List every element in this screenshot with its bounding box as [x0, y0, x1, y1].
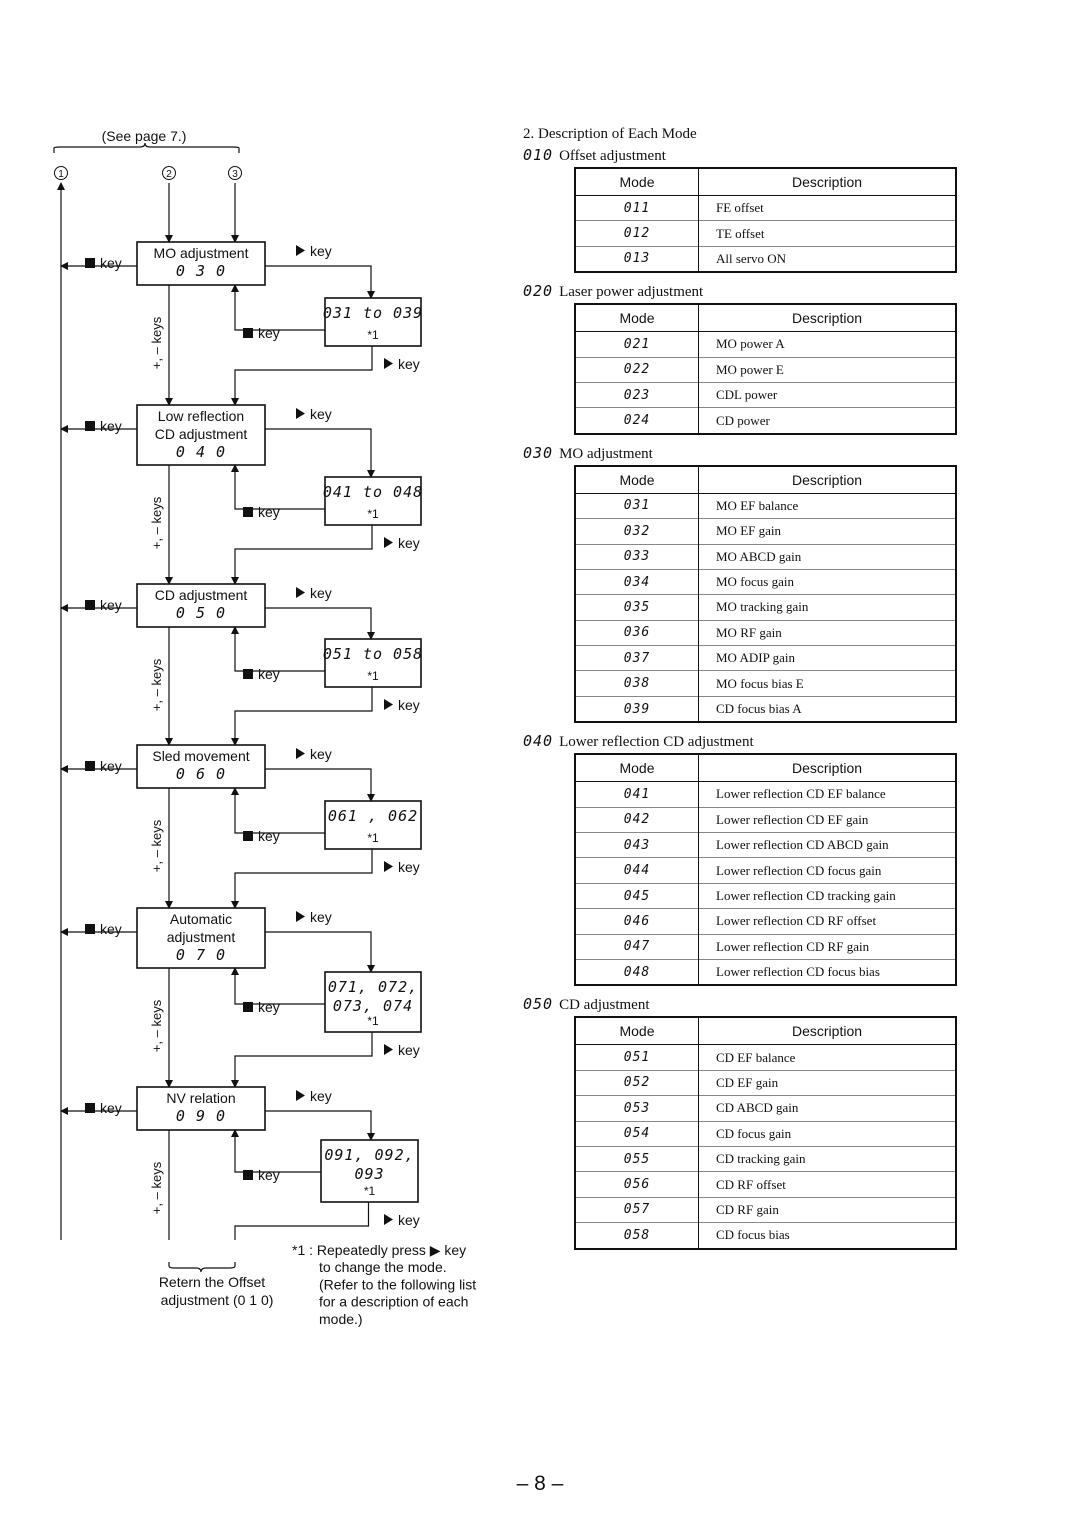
mode-box-title: adjustment	[166, 929, 236, 945]
mode-box-code: 0 9 0	[175, 1107, 227, 1125]
mode-code: 052	[575, 1070, 699, 1095]
mode-code: 046	[575, 909, 699, 934]
column-header-description: Description	[699, 466, 957, 494]
footnote-text: *1 : Repeatedly press ▶ key	[292, 1242, 467, 1258]
stop-key-label: key	[258, 828, 280, 844]
play-triangle-icon	[384, 1214, 393, 1225]
play-triangle-icon	[384, 699, 393, 710]
stop-key-arrow	[235, 1130, 321, 1172]
table-row	[575, 1121, 956, 1146]
mode-box-title: Low reflection	[157, 408, 245, 424]
mode-code: 053	[575, 1096, 699, 1121]
mode-box-title: MO adjustment	[153, 245, 249, 261]
mode-code: 051	[575, 1045, 699, 1070]
section-code: 010	[523, 146, 554, 164]
table-row	[575, 858, 956, 883]
stop-square-icon	[85, 600, 95, 610]
table-header-row	[575, 754, 956, 782]
mode-description: CD RF gain	[699, 1197, 957, 1222]
see-page-brace	[54, 143, 239, 153]
stop-key-label: key	[258, 999, 280, 1015]
stop-key-label: key	[100, 255, 122, 271]
section-title	[523, 994, 963, 1015]
table-row	[575, 544, 956, 569]
mode-description: CD RF offset	[699, 1172, 957, 1197]
footnote-text: to change the mode.	[319, 1259, 447, 1276]
stop-square-icon	[85, 421, 95, 431]
column-header-description: Description	[699, 168, 957, 196]
table-row	[575, 696, 956, 722]
table-row	[575, 196, 956, 221]
return-label: adjustment (0 1 0)	[160, 1292, 274, 1308]
stop-square-icon	[243, 1002, 253, 1012]
footnote-text: (Refer to the following list	[319, 1276, 477, 1293]
section-code: 020	[523, 282, 554, 301]
plusminus-keys-label: +, – keys	[149, 1161, 164, 1215]
section-list	[523, 145, 963, 1250]
mode-description: Lower reflection CD focus bias	[699, 959, 957, 985]
mode-code: 031	[575, 493, 699, 518]
table-row	[575, 493, 956, 518]
mode-code: 047	[575, 934, 699, 959]
play-key-label: key	[398, 697, 420, 713]
stop-key-label: key	[100, 921, 122, 937]
play-key-label: key	[310, 585, 332, 601]
mode-code: 012	[575, 221, 699, 246]
plusminus-keys-label: +, – keys	[149, 316, 164, 370]
stop-key-label: key	[100, 1100, 122, 1116]
mode-code: 056	[575, 1172, 699, 1197]
stop-square-icon	[85, 258, 95, 268]
column-header-description: Description	[699, 304, 957, 332]
mode-description: All servo ON	[699, 246, 957, 272]
plusminus-keys-label: +, – keys	[149, 658, 164, 712]
stop-key-label: key	[100, 758, 122, 774]
column-header-mode: Mode	[575, 754, 699, 782]
table-row	[575, 1070, 956, 1095]
mode-code: 033	[575, 544, 699, 569]
play-triangle-icon	[384, 537, 393, 548]
section-name: Lower reflection CD adjustment	[559, 734, 754, 751]
table-row	[575, 519, 956, 544]
footnote-mark: *1	[367, 831, 379, 845]
mode-code: 013	[575, 246, 699, 272]
flowchart	[0, 0, 520, 1360]
play-key-arrow	[235, 849, 372, 908]
footnote-mark: *1	[367, 669, 379, 683]
play-key-label: key	[310, 406, 332, 422]
mode-description: Lower reflection CD RF gain	[699, 934, 957, 959]
table-row	[575, 883, 956, 908]
play-triangle-icon	[296, 245, 305, 256]
mode-box-code: 0 5 0	[175, 604, 227, 622]
mode-table	[574, 753, 957, 986]
stop-key-label: key	[258, 504, 280, 520]
stop-key-label: key	[258, 325, 280, 341]
stop-square-icon	[85, 761, 95, 771]
mode-description: Lower reflection CD focus gain	[699, 858, 957, 883]
play-key-arrow	[265, 429, 371, 477]
mode-code: 024	[575, 408, 699, 434]
mode-box-code: 0 7 0	[175, 946, 227, 964]
table-row	[575, 1172, 956, 1197]
section-title	[523, 145, 963, 166]
plusminus-keys-label: +, – keys	[149, 819, 164, 873]
play-triangle-icon	[296, 911, 305, 922]
mode-table	[574, 303, 957, 435]
table-row	[575, 1096, 956, 1121]
footnote-text: mode.)	[319, 1310, 363, 1327]
play-key-arrow	[265, 769, 371, 801]
table-row	[575, 934, 956, 959]
table-header-row	[575, 304, 956, 332]
table-row	[575, 620, 956, 645]
mode-code: 057	[575, 1197, 699, 1222]
mode-code: 055	[575, 1146, 699, 1171]
section-name: MO adjustment	[559, 445, 653, 462]
mode-code: 041	[575, 782, 699, 807]
mode-description: MO focus bias E	[699, 671, 957, 696]
play-key-arrow	[235, 525, 372, 584]
play-key-label: key	[398, 1042, 420, 1058]
mode-code: 034	[575, 569, 699, 594]
mode-description-panel	[523, 124, 963, 1258]
mode-code: 032	[575, 519, 699, 544]
section-code: 050	[523, 995, 554, 1014]
mode-code: 045	[575, 883, 699, 908]
table-row	[575, 909, 956, 934]
sub-mode-code: 041 to 048	[322, 483, 424, 501]
section-name: Offset adjustment	[559, 148, 666, 164]
section-title	[523, 731, 963, 752]
stop-key-arrow	[235, 968, 325, 1004]
section-title	[523, 443, 963, 464]
mode-code: 022	[575, 357, 699, 382]
mode-description: Lower reflection CD ABCD gain	[699, 833, 957, 858]
column-header-mode: Mode	[575, 1017, 699, 1045]
circled-number: 3	[232, 169, 238, 180]
play-key-label: key	[398, 859, 420, 875]
play-key-label: key	[398, 356, 420, 372]
mode-box-code: 0 6 0	[175, 765, 227, 783]
table-row	[575, 221, 956, 246]
table-row	[575, 569, 956, 594]
table-row	[575, 408, 956, 434]
footnote-mark: *1	[367, 1014, 379, 1028]
play-triangle-icon	[296, 1090, 305, 1101]
stop-key-label: key	[100, 418, 122, 434]
play-key-label: key	[310, 746, 332, 762]
mode-description: CD focus gain	[699, 1121, 957, 1146]
mode-description: CD EF gain	[699, 1070, 957, 1095]
mode-description: MO tracking gain	[699, 595, 957, 620]
table-row	[575, 646, 956, 671]
mode-box-title: Sled movement	[152, 748, 250, 764]
mode-code: 038	[575, 671, 699, 696]
mode-description: Lower reflection CD EF balance	[699, 782, 957, 807]
mode-description: CD focus bias	[699, 1223, 957, 1249]
stop-square-icon	[243, 1170, 253, 1180]
stop-square-icon	[243, 328, 253, 338]
stop-key-arrow	[235, 465, 325, 509]
stop-key-arrow	[235, 285, 325, 330]
stop-key-arrow	[235, 627, 325, 671]
column-header-mode: Mode	[575, 466, 699, 494]
play-key-label: key	[310, 1088, 332, 1104]
mode-box-title: CD adjustment	[154, 587, 248, 603]
mode-code: 036	[575, 620, 699, 645]
mode-description: CD focus bias A	[699, 696, 957, 722]
mode-description: MO EF balance	[699, 493, 957, 518]
mode-description: Lower reflection CD tracking gain	[699, 883, 957, 908]
table-row	[575, 959, 956, 985]
stop-square-icon	[85, 1103, 95, 1113]
play-key-label: key	[398, 535, 420, 551]
page-number: – 8 –	[516, 1472, 564, 1495]
mode-code: 011	[575, 196, 699, 221]
column-header-description: Description	[699, 1017, 957, 1045]
column-header-mode: Mode	[575, 168, 699, 196]
mode-box-title: Automatic	[169, 911, 233, 927]
mode-description: Lower reflection CD EF gain	[699, 807, 957, 832]
section-title	[523, 281, 963, 302]
mode-description: CDL power	[699, 382, 957, 407]
mode-description: CD power	[699, 408, 957, 434]
play-triangle-icon	[296, 587, 305, 598]
footnote-mark: *1	[363, 1184, 376, 1198]
footnote-mark: *1	[367, 507, 379, 521]
return-brace	[169, 1262, 235, 1272]
mode-description: MO ADIP gain	[699, 646, 957, 671]
mode-description: Lower reflection CD RF offset	[699, 909, 957, 934]
mode-code: 037	[575, 646, 699, 671]
circled-number: 2	[166, 169, 172, 180]
play-triangle-icon	[296, 408, 305, 419]
mode-description: MO RF gain	[699, 620, 957, 645]
mode-code: 058	[575, 1223, 699, 1249]
plusminus-keys-label: +, – keys	[149, 496, 164, 550]
mode-table	[574, 1016, 957, 1249]
sub-mode-code: 061 , 062	[327, 807, 419, 825]
table-row	[575, 1146, 956, 1171]
mode-table	[574, 167, 957, 273]
sub-mode-code: 073, 074	[332, 997, 414, 1015]
mode-code: 023	[575, 382, 699, 407]
mode-code: 035	[575, 595, 699, 620]
mode-table	[574, 465, 957, 724]
table-row	[575, 807, 956, 832]
sub-mode-code: 051 to 058	[322, 645, 424, 663]
stop-key-arrow	[235, 788, 325, 833]
table-row	[575, 1197, 956, 1222]
table-row	[575, 332, 956, 357]
table-row	[575, 1045, 956, 1070]
table-row	[575, 595, 956, 620]
play-key-arrow	[235, 1202, 369, 1240]
mode-code: 039	[575, 696, 699, 722]
mode-box-title: CD adjustment	[154, 426, 248, 442]
footnote-mark: *1	[367, 328, 379, 342]
mode-code: 044	[575, 858, 699, 883]
mode-description: CD EF balance	[699, 1045, 957, 1070]
mode-description: FE offset	[699, 196, 957, 221]
mode-code: 021	[575, 332, 699, 357]
play-triangle-icon	[384, 1044, 393, 1055]
table-row	[575, 1223, 956, 1249]
mode-description: CD ABCD gain	[699, 1096, 957, 1121]
table-row	[575, 382, 956, 407]
table-row	[575, 833, 956, 858]
play-key-arrow	[235, 1032, 372, 1087]
sub-mode-code: 031 to 039	[322, 304, 424, 322]
mode-code: 054	[575, 1121, 699, 1146]
section-code: 040	[523, 732, 554, 751]
sub-mode-code: 091, 092,	[324, 1146, 415, 1164]
mode-description: MO power E	[699, 357, 957, 382]
play-key-arrow	[265, 608, 371, 639]
play-triangle-icon	[384, 358, 393, 369]
play-key-arrow	[235, 687, 372, 745]
table-header-row	[575, 1017, 956, 1045]
mode-code: 042	[575, 807, 699, 832]
stop-square-icon	[243, 507, 253, 517]
table-row	[575, 246, 956, 272]
table-row	[575, 782, 956, 807]
stop-key-label: key	[258, 1167, 280, 1183]
mode-box-title: NV relation	[166, 1090, 236, 1106]
mode-box-code: 0 4 0	[175, 443, 227, 461]
stop-square-icon	[243, 669, 253, 679]
section-name: Laser power adjustment	[559, 284, 704, 301]
mode-code: 043	[575, 833, 699, 858]
mode-description: MO ABCD gain	[699, 544, 957, 569]
section-name: CD adjustment	[559, 997, 650, 1014]
see-page-note: (See page 7.)	[101, 128, 187, 144]
play-key-arrow	[265, 932, 371, 972]
mode-description: TE offset	[699, 221, 957, 246]
play-key-arrow	[265, 1111, 371, 1140]
play-key-arrow	[235, 346, 372, 405]
stop-key-label: key	[258, 666, 280, 682]
mode-description: MO EF gain	[699, 519, 957, 544]
play-key-label: key	[310, 909, 332, 925]
mode-description: MO power A	[699, 332, 957, 357]
table-row	[575, 357, 956, 382]
play-key-label: key	[398, 1212, 420, 1228]
play-triangle-icon	[384, 861, 393, 872]
column-header-description: Description	[699, 754, 957, 782]
footnote-text: for a description of each	[319, 1293, 469, 1310]
sub-mode-code: 071, 072,	[327, 978, 419, 996]
stop-square-icon	[85, 924, 95, 934]
description-heading: 2. Description of Each Mode	[523, 126, 697, 142]
stop-key-label: key	[100, 597, 122, 613]
return-label: Retern the Offset	[158, 1274, 266, 1290]
mode-description: MO focus gain	[699, 569, 957, 594]
table-header-row	[575, 466, 956, 494]
mode-box-code: 0 3 0	[175, 262, 227, 280]
plusminus-keys-label: +, – keys	[149, 999, 164, 1053]
circled-number: 1	[58, 169, 64, 180]
stop-square-icon	[243, 831, 253, 841]
sub-mode-code: 093	[354, 1165, 385, 1183]
section-code: 030	[523, 443, 554, 462]
column-header-mode: Mode	[575, 304, 699, 332]
table-row	[575, 671, 956, 696]
play-key-label: key	[310, 243, 332, 259]
play-triangle-icon	[296, 748, 305, 759]
table-header-row	[575, 168, 956, 196]
mode-description: CD tracking gain	[699, 1146, 957, 1171]
mode-code: 048	[575, 959, 699, 985]
play-key-arrow	[265, 266, 371, 298]
